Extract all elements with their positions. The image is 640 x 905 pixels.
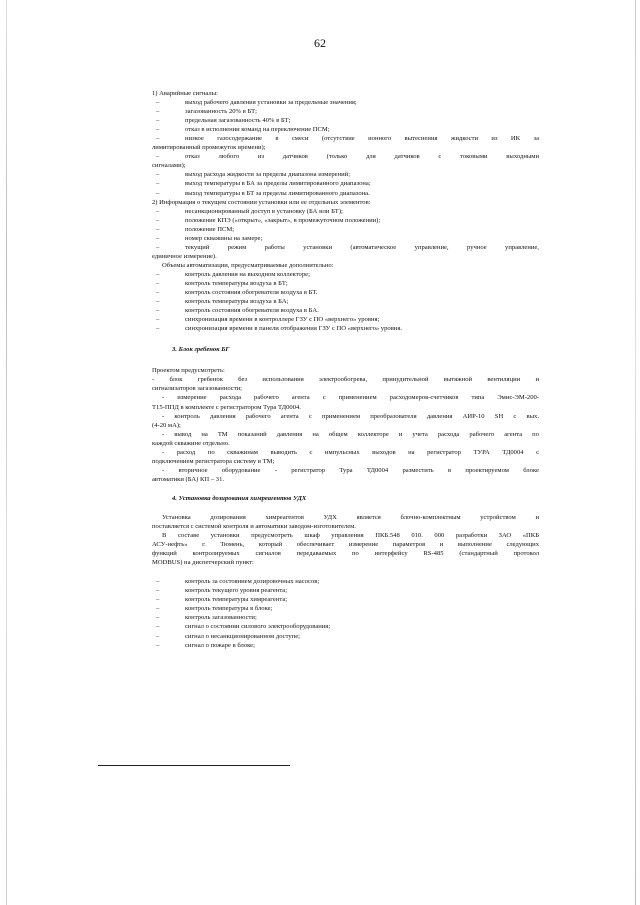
list-item: – несанкционированный доступ в установку (БА или БТ); [156, 207, 343, 215]
section-heading: 4. Установка дозирования химреагентов УДХ [172, 494, 307, 502]
list-item: – отказ любого из датчиков (только для датчиков с токовыми выходными [156, 153, 539, 161]
paragraph-line: каждой скважине отдельно. [152, 439, 230, 447]
section-heading: 3. Блок гребенок БГ [172, 346, 230, 354]
list-item: – контроль состояния обогревателя воздуха в БТ. [156, 289, 318, 297]
paragraph-line: автоматики (БА) КП – 31. [152, 475, 225, 483]
paragraph-line: Установка дозирования химреагентов УДХ является блочно-комплектным устройством и [162, 513, 539, 521]
paragraph-line: - вторичное оборудование - регистратор Тура ТД0004 разместить в проектируемом блоке [162, 466, 539, 474]
section-lead: Проектом предусмотреть: [152, 367, 225, 375]
list-item: – синхронизация времени в панели отображения ГЗУ с ПО «верхнего» уровня. [156, 325, 403, 333]
list-item: – выход расхода жидкости за пределы диапазона измерений; [156, 171, 351, 179]
list-item-continuation: единичное измерение). [152, 252, 217, 260]
list-item: – положение КПЭ («открыт», «закрыт», в промежуточном положении); [156, 216, 381, 224]
list-item: – низкое газосодержание в смеси (отсутствие ионного вытеснения жидкости из ИК за [156, 135, 539, 143]
list-item: – контроль температуры химреагента; [156, 596, 288, 604]
paragraph-line: АСУ-нефть» г. Тюмень, который обеспечивает измерение параметров и выполнение следующих [152, 541, 539, 549]
paragraph-line: - блок гребенок без использования электрообогрева, принудительной вытяжной вентиляции и [152, 376, 539, 384]
list-item: – контроль загазованности; [156, 614, 257, 622]
paragraph-line: поставляется с системой контроля и автоматики заводом-изготовителем. [152, 523, 356, 531]
list-item: – предельная загазованность 40% в БТ; [156, 117, 291, 125]
list-item-continuation: сигналами); [152, 162, 186, 170]
list-item: – контроль текущего уровня реагента; [156, 587, 288, 595]
list-item: – выход температуры в БА за пределы лимитированного диапазона; [156, 180, 371, 188]
list-item: – сигнал о состоянии силового электрооборудования; [156, 623, 331, 631]
list-item: – контроль температуры воздуха в БА; [156, 298, 289, 306]
list-item-continuation: лимитированный промежуток времени); [152, 144, 266, 152]
paragraph-line: MODBUS) на диспетчерский пункт: [152, 559, 254, 567]
paragraph-line: сигнализаторов загазованности; [152, 385, 242, 393]
list-item: – выход рабочего давления установки за предельные значения; [156, 99, 357, 107]
paragraph-line: функций контролируемых сигналов передаваемых по интерфейсу RS-485 (стандартный протокол [152, 550, 539, 558]
list-item: – сигнал о пожаре в блоке; [156, 641, 255, 649]
list-item: – контроль за состоянием дозировочных насосов; [156, 578, 320, 586]
list-item: – загазованность 20% в БТ; [156, 108, 258, 116]
paragraph-line: Т15-ППД в комплекте с регистратором Тура ТД0004. [152, 403, 301, 411]
alarm-signals-intro: 1) Аварийные сигналы: [152, 90, 218, 97]
list-item: – текущий режим работы установки (автоматическое управление, ручное управление, [156, 243, 539, 251]
paragraph-line: - расход по скважинам выводить с импульсных выходов на регистратор ТУРА ТД0004 с [162, 448, 539, 456]
list-item: – синхронизация времени в контроллере ГЗУ с ПО «верхнего» уровня; [156, 316, 380, 324]
list-item: – отказ в исполнении команд на переключение ПСМ; [156, 126, 330, 134]
list-item: – контроль давления на выходном коллекторе; [156, 270, 310, 278]
page-number: 62 [314, 36, 326, 50]
paragraph-line: - контроль давления рабочего агента с применением преобразователя давления АИР-10 SH с вых. [162, 412, 539, 420]
paragraph-line: подключением регистратора систему в ТМ; [152, 457, 275, 465]
list-item: – выход температуры в БТ за пределы лимитированного диапазона. [156, 189, 370, 197]
list-item: – контроль температуры воздуха в БТ; [156, 279, 288, 287]
list-item: – номер скважины на замере; [156, 234, 263, 242]
page-body [152, 89, 539, 650]
list-item: – контроль температуры в блоке; [156, 605, 273, 613]
list-item: – контроль состояния обогревателя воздуха в БА. [156, 307, 319, 315]
paragraph-line: - вывод на ТМ показаний давления на общем коллекторе и учета расхода рабочего агента по [162, 430, 539, 438]
paragraph-line: В составе установки предусмотреть шкаф управления ПКБ.548 010. 000 разработки ЗАО «ПКБ [162, 532, 539, 540]
paragraph-line: - измерение расхода рабочего агента с применением расходомеров-счетчиков типа Эмис-ЭМ-200- [162, 394, 539, 402]
scan-edge-left [6, 0, 7, 905]
scan-edge-right [635, 0, 636, 905]
additional-automation-intro: Объемы автоматизации, предусматриваемые дополнительно: [162, 261, 334, 269]
paragraph-line: (4-20 мА); [152, 421, 181, 429]
state-info-intro: 2) Информация о текущем состоянии установки или ее отдельных элементов: [152, 198, 371, 206]
list-item: – положение ПСМ; [156, 225, 235, 233]
list-item: – сигнал о несанкционированном доступе; [156, 632, 300, 640]
footnote-divider [98, 765, 290, 766]
